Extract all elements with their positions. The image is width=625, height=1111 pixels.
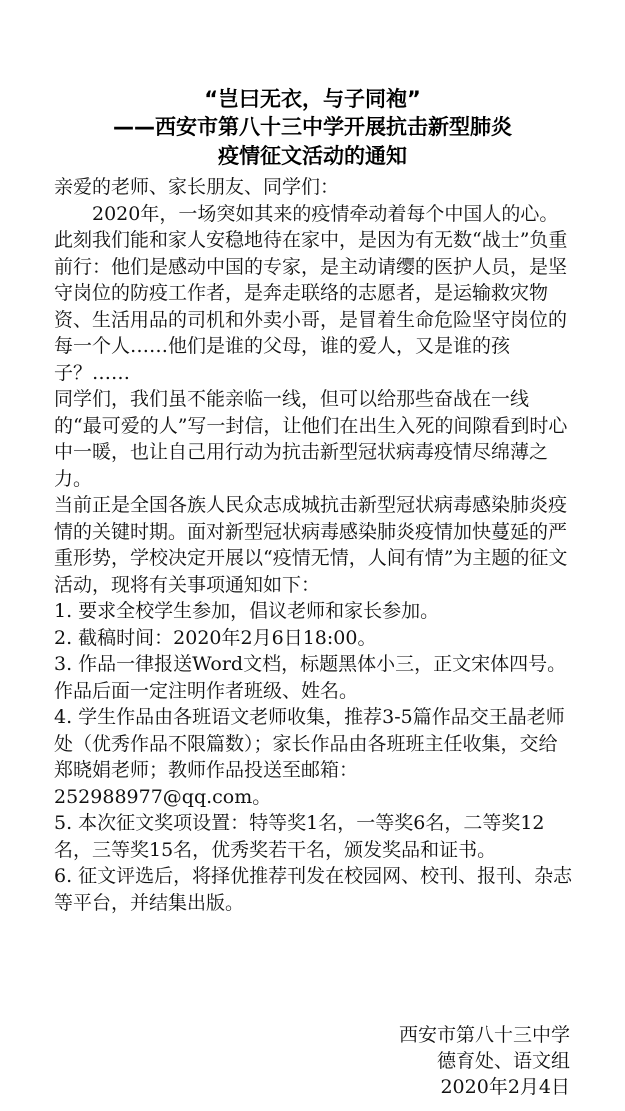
paragraph-3: 当前正是全国各族人民众志成城抗击新型冠状病毒感染肺炎疫情的关键时期。面对新型冠状病毒感染肺炎疫情加快蔓延的严重形势，学校决定开展以“疫情无情，人间有情”为主题的征文活动，现将有关事项通知如下： (54, 494, 568, 596)
list-item: 6. 征文评选后，将择优推荐刊发在校园网、校刊、报刊、杂志等平台，并结集出版。 (54, 865, 573, 914)
title-line-2: ——西安市第八十三中学开展抗击新型肺炎 (113, 115, 512, 139)
list-item: 3. 作品一律报送Word文档，标题黑体小三，正文宋体四号。作品后面一定注明作者班级、姓名。 (54, 653, 567, 702)
list-item: 1. 要求全校学生参加，倡议老师和家长参加。 (54, 600, 440, 622)
paragraph-1: 2020年，一场突如其来的疫情牵动着每个中国人的心。此刻我们能和家人安稳地待在家中，是因为有无数“战士”负重前行：他们是感动中国的专家，是主动请缨的医护人员，是坚守岗位的防疫工作者，是奔走联络的志愿者，是运输救灾物资、生活用品的司机和外卖小哥，是冒着生命危险坚守岗位的每一个人……他们是谁的父母，谁的爱人，又是谁的孩子？…… (54, 202, 568, 384)
signature-dept: 德育处、语文组 (436, 1050, 570, 1072)
title-line-1: “岂曰无衣，与子同袍” (204, 87, 421, 111)
signature-block (399, 1022, 570, 1100)
notice-body (54, 174, 574, 916)
greeting: 亲爱的老师、家长朋友、同学们： (54, 176, 340, 198)
paragraph-2: 同学们，我们虽不能亲临一线，但可以给那些奋战在一线的“最可爱的人”写一封信，让他们在出生入死的间隙看到时心中一暖，也让自己用行动为抗击新型冠状病毒疫情尽绵薄之力。 (54, 388, 568, 490)
signature-date: 2020年2月4日 (440, 1076, 570, 1098)
signature-school: 西安市第八十三中学 (398, 1024, 570, 1046)
list-item: 4. 学生作品由各班语文老师收集，推荐3-5篇作品交王晶老师处（优秀作品不限篇数）；家长作品由各班班主任收集，交给郑晓娟老师；教师作品投送至邮箱：252988977@qq.com。 (54, 706, 565, 808)
list-item: 5. 本次征文奖项设置：特等奖1名，一等奖6名，二等奖12名，三等奖15名，优秀奖若干名，颁发奖品和证书。 (54, 812, 545, 861)
title-line-3: 疫情征文活动的通知 (218, 144, 407, 168)
list-item: 2. 截稿时间：2020年2月6日18:00。 (54, 626, 377, 649)
